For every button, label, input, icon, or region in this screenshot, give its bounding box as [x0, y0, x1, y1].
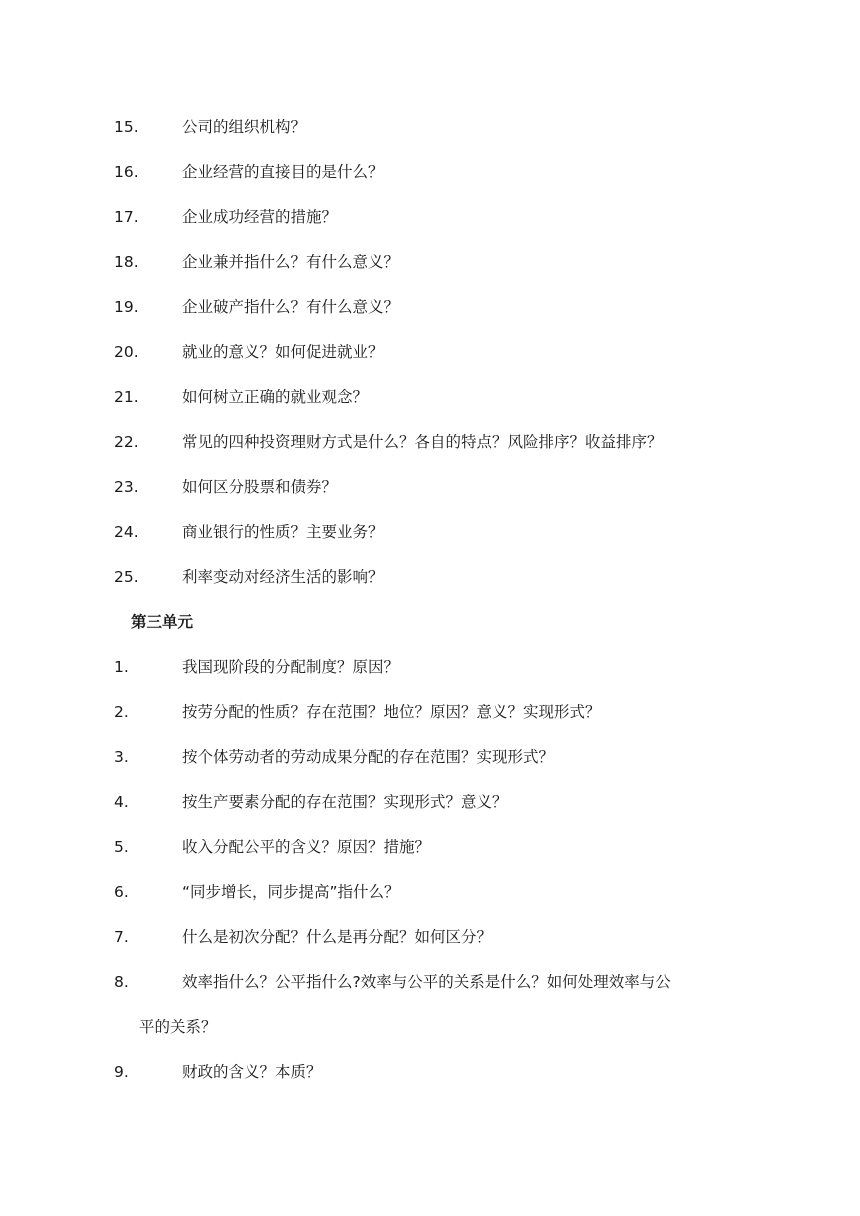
list-item: [0, 745, 860, 769]
item-text: 企业破产指什么？有什么意义？: [182, 298, 400, 316]
item-number: 19.: [114, 298, 139, 316]
list-item: [0, 835, 860, 859]
list-item: [0, 385, 860, 409]
item-number: 23.: [114, 478, 139, 496]
item-text: 企业成功经营的措施？: [182, 208, 338, 226]
list-item: [0, 250, 860, 274]
item-number: 16.: [114, 163, 139, 181]
item-number: 3.: [114, 748, 129, 766]
item-number: 4.: [114, 793, 129, 811]
item-text: 企业经营的直接目的是什么？: [182, 163, 384, 181]
list-item: [0, 970, 860, 994]
list-item: [0, 565, 860, 589]
item-number: 9.: [114, 1063, 129, 1081]
item-number: 15.: [114, 118, 139, 136]
item-text: “同步增长，同步提高”指什么？: [182, 883, 400, 901]
item-text: 什么是初次分配？什么是再分配？如何区分？: [182, 928, 493, 946]
item-number: 2.: [114, 703, 129, 721]
item-text: 收入分配公平的含义？原因？措施？: [182, 838, 431, 856]
item-text: 企业兼并指什么？有什么意义？: [182, 253, 400, 271]
list-item: [0, 880, 860, 904]
item-text: 效率指什么？公平指什么?效率与公平的关系是什么？如何处理效率与公: [182, 973, 671, 991]
list-item: [0, 295, 860, 319]
item-number: 6.: [114, 883, 129, 901]
list-item-continuation: [0, 1015, 860, 1039]
list-item: [0, 700, 860, 724]
item-text: 就业的意义？如何促进就业？: [182, 343, 384, 361]
item-text: 我国现阶段的分配制度？原因？: [182, 658, 400, 676]
item-number: 24.: [114, 523, 139, 541]
list-item: [0, 430, 860, 454]
item-text: 按劳分配的性质？存在范围？地位？原因？意义？实现形式？: [182, 703, 601, 721]
item-number: 22.: [114, 433, 139, 451]
item-number: 8.: [114, 973, 129, 991]
item-text: 公司的组织机构？: [182, 118, 307, 136]
list-item: [0, 1060, 860, 1084]
list-item: [0, 475, 860, 499]
item-text: 商业银行的性质？主要业务？: [182, 523, 384, 541]
item-text: 按个体劳动者的劳动成果分配的存在范围？实现形式？: [182, 748, 555, 766]
list-item: [0, 925, 860, 949]
item-text-continuation: 平的关系？: [139, 1018, 217, 1036]
item-number: 18.: [114, 253, 139, 271]
list-item: [0, 790, 860, 814]
item-text: 财政的含义？本质？: [182, 1063, 322, 1081]
item-number: 20.: [114, 343, 139, 361]
item-text: 常见的四种投资理财方式是什么？各自的特点？风险排序？收益排序？: [182, 433, 663, 451]
item-number: 1.: [114, 658, 129, 676]
list-item: [0, 340, 860, 364]
item-number: 7.: [114, 928, 129, 946]
item-text: 如何区分股票和债券？: [182, 478, 338, 496]
item-number: 17.: [114, 208, 139, 226]
item-number: 5.: [114, 838, 129, 856]
list-item: [0, 115, 860, 139]
item-text: 如何树立正确的就业观念？: [182, 388, 369, 406]
item-number: 25.: [114, 568, 139, 586]
list-item: [0, 655, 860, 679]
item-number: 21.: [114, 388, 139, 406]
item-text: 按生产要素分配的存在范围？实现形式？意义？: [182, 793, 508, 811]
list-item: [0, 205, 860, 229]
list-item: [0, 520, 860, 544]
unit-heading: 第三单元: [131, 613, 194, 631]
list-item: [0, 160, 860, 184]
item-text: 利率变动对经济生活的影响？: [182, 568, 384, 586]
